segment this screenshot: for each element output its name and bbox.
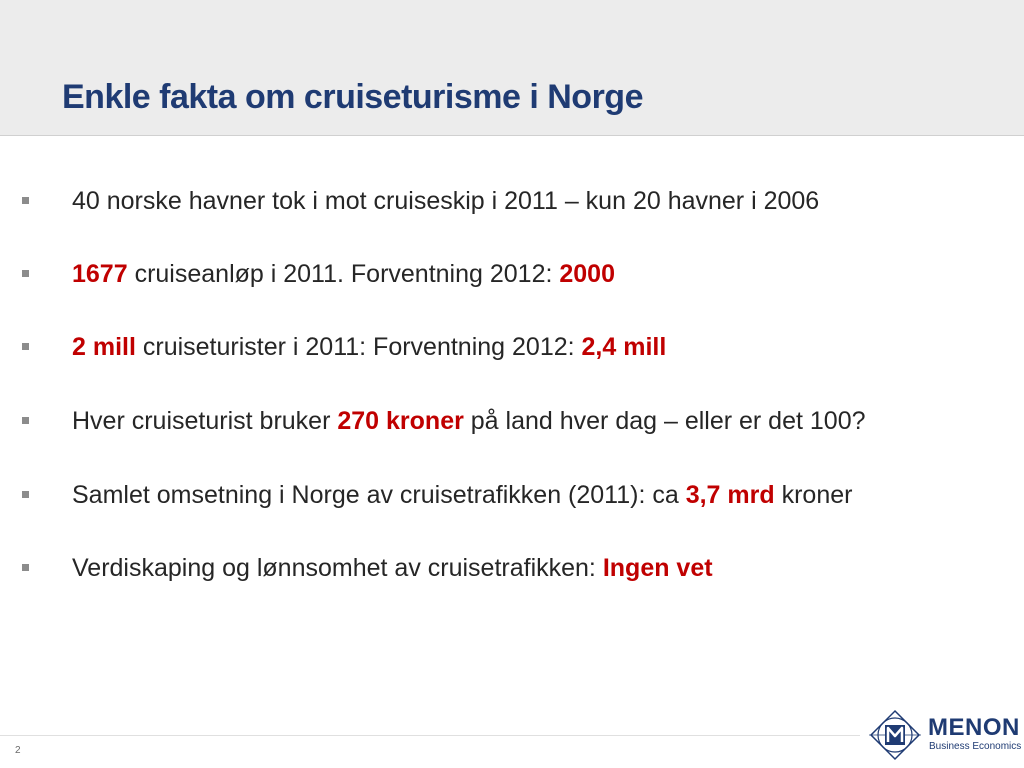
bullet-text (72, 329, 666, 365)
bullet-segment: cruiseanløp i 2011. Forventning 2012: (127, 260, 560, 288)
bullet-segment: kroner (774, 481, 853, 509)
bullet-segment: cruiseturister i 2011: Forventning 2012: (135, 333, 582, 361)
list-item (0, 403, 1024, 443)
list-item (0, 329, 1024, 369)
header-band (0, 0, 1024, 136)
bullet-square-icon (22, 417, 29, 424)
logo-subtitle: Business Economics (929, 741, 1022, 752)
bullet-square-icon (22, 564, 29, 571)
bullet-square-icon (22, 270, 29, 277)
bullet-segment: 40 norske havner tok i mot cruiseskip i 2011 – kun 20 havner i 2006 (72, 187, 820, 215)
bullet-segment: på land hver dag – eller er det 100? (463, 407, 866, 435)
bullet-text (72, 550, 713, 586)
footer-divider (0, 735, 860, 736)
highlight-value: 3,7 mrd (685, 481, 775, 509)
logo-name: MENON (928, 714, 1020, 741)
highlight-value: 270 kroner (337, 407, 464, 435)
highlight-value: 2,4 mill (581, 333, 667, 361)
bullet-square-icon (22, 197, 29, 204)
list-item (0, 550, 1024, 590)
menon-logo (866, 708, 1022, 764)
bullet-text (72, 183, 819, 219)
menon-logo-icon (866, 708, 924, 764)
list-item (0, 477, 1024, 517)
bullet-square-icon (22, 343, 29, 350)
bullet-segment: Samlet omsetning i Norge av cruisetrafikken (2011): ca (72, 481, 686, 509)
page-number: 2 (15, 745, 21, 756)
slide-title: Enkle fakta om cruiseturisme i Norge (62, 78, 643, 116)
bullet-segment: Verdiskaping og lønnsomhet av cruisetrafikken: (72, 554, 603, 582)
list-item (0, 256, 1024, 296)
list-item (0, 183, 1024, 223)
highlight-value: Ingen vet (602, 554, 713, 582)
bullet-text (72, 477, 852, 513)
highlight-value: 2000 (559, 260, 615, 288)
bullet-segment: Hver cruiseturist bruker (72, 407, 338, 435)
bullet-text (72, 256, 615, 292)
bullet-text (72, 403, 866, 439)
highlight-value: 2 mill (72, 333, 136, 361)
bullet-square-icon (22, 491, 29, 498)
highlight-value: 1677 (72, 260, 128, 288)
